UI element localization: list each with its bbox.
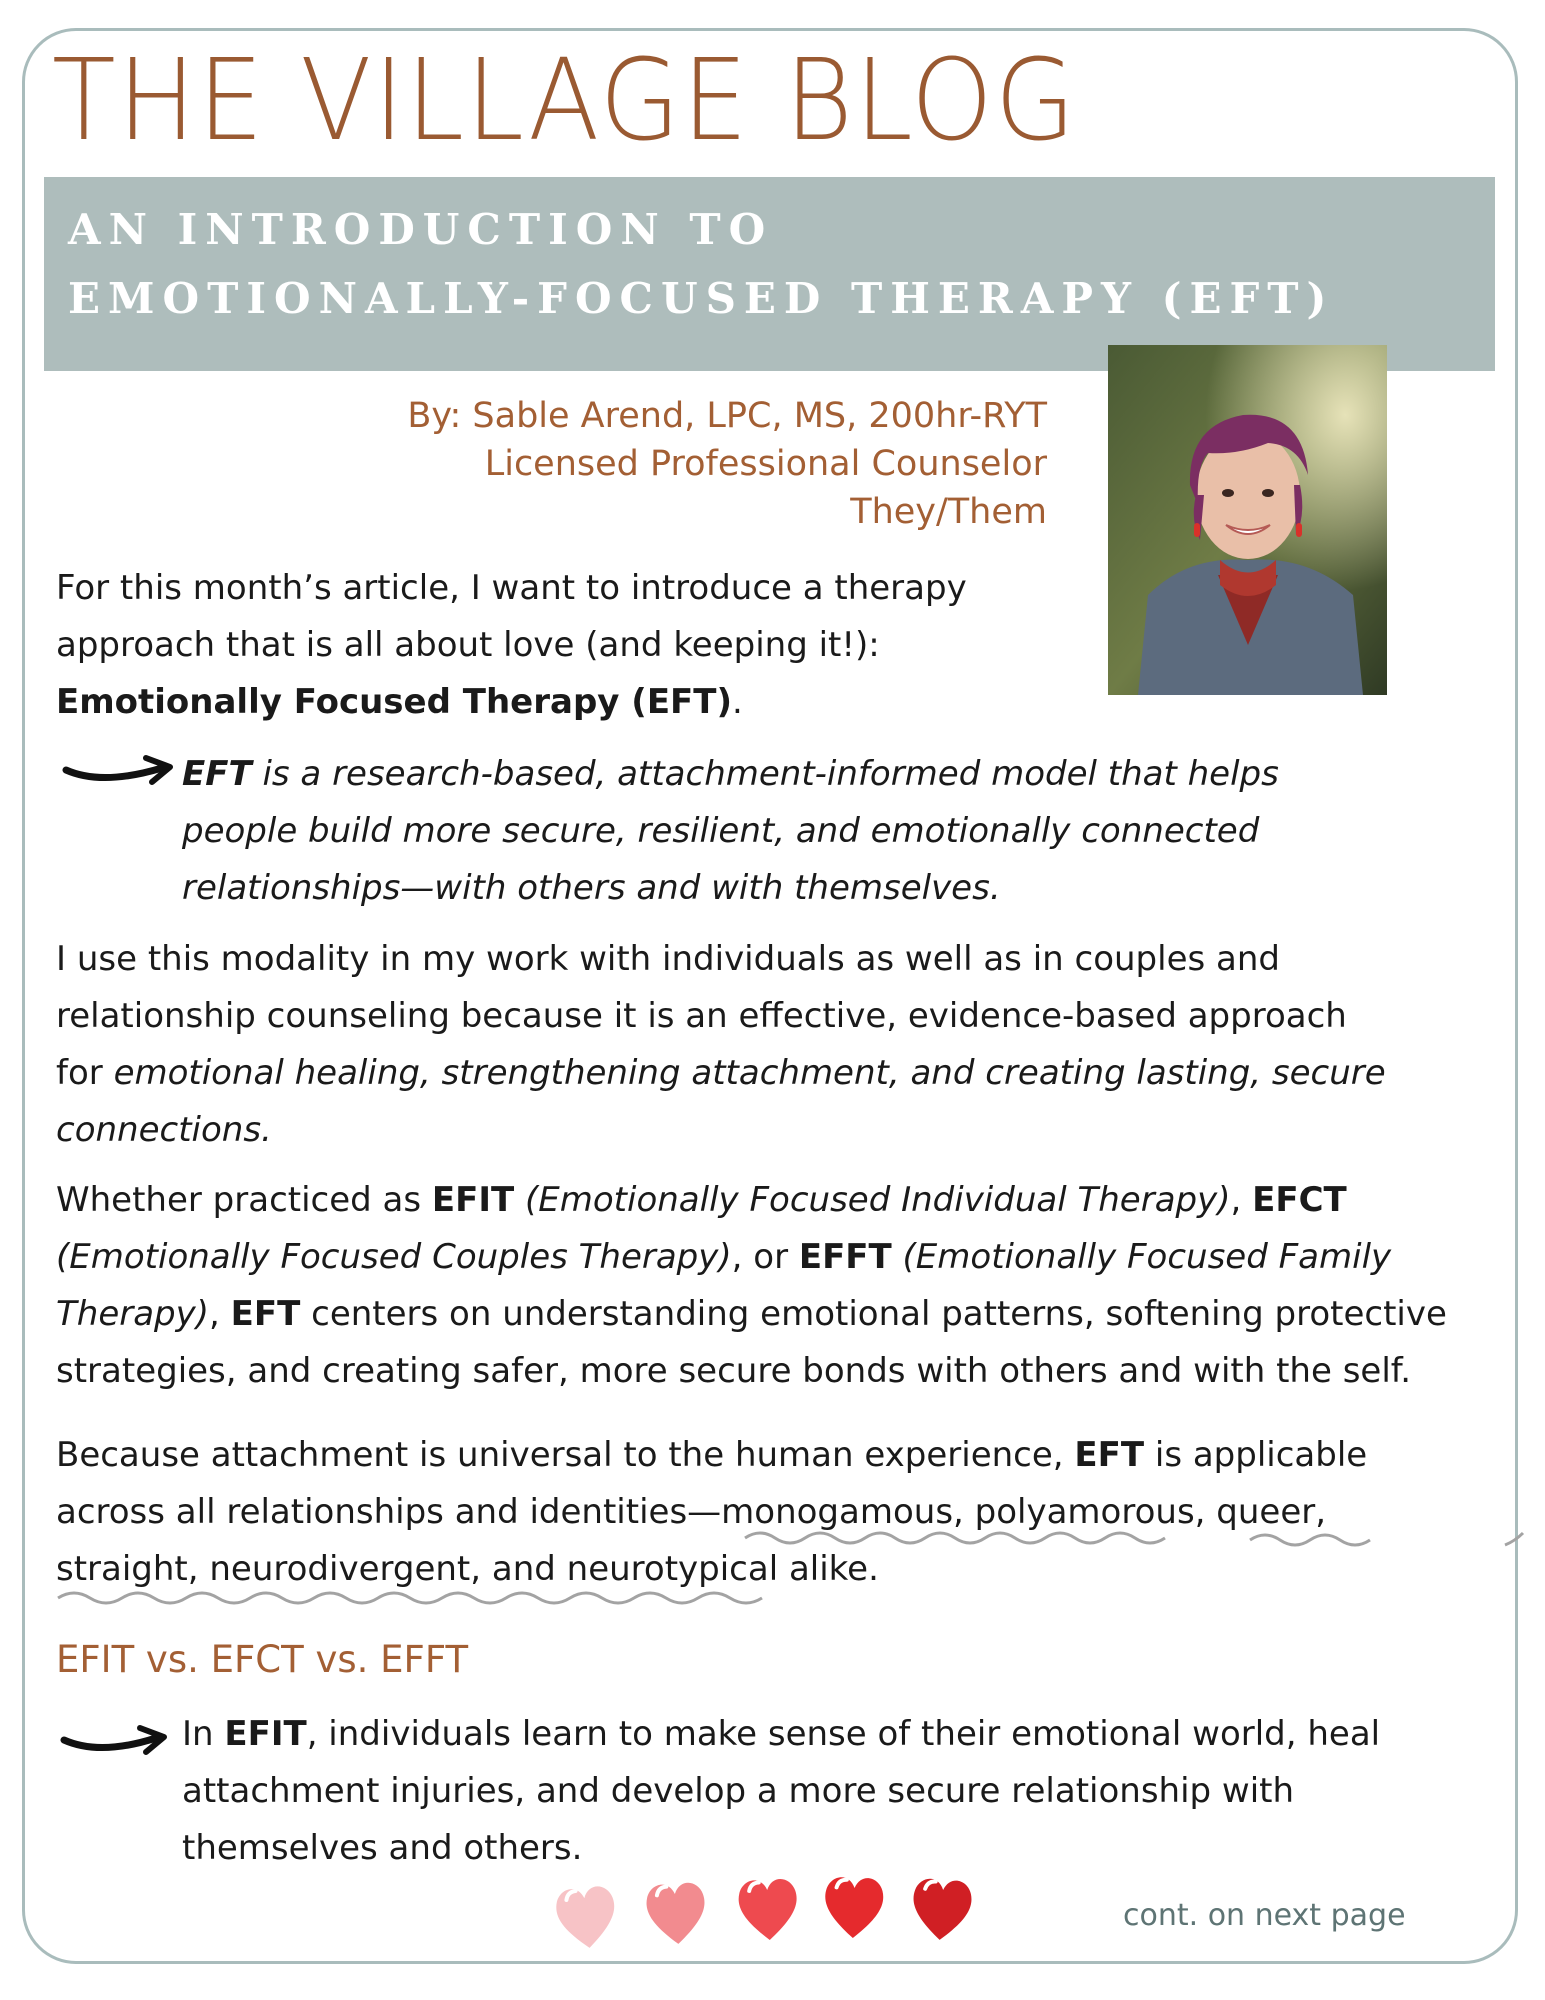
author-photo: [1108, 345, 1387, 695]
practice-line: [56, 1286, 1496, 1343]
definition-line: relationships—with others and with themselves.: [182, 868, 1001, 908]
text-span: ,: [209, 1294, 231, 1334]
intro-paragraph: [56, 560, 1056, 731]
eft-term: EFT: [182, 754, 252, 794]
hearts-decoration: [548, 1868, 988, 1958]
efit-line: [182, 1706, 1545, 1763]
text-span: ,: [1230, 1180, 1253, 1220]
article-title-line-2: EMOTIONALLY-FOCUSED THERAPY (EFT): [68, 274, 1335, 323]
efct-expansion: (Emotionally Focused Couples Therapy): [56, 1237, 732, 1277]
universal-line: [56, 1427, 1496, 1484]
intro-line: [56, 674, 1056, 731]
heart-icon: [554, 1885, 618, 1951]
heart-icon: [911, 1878, 973, 1942]
practice-line: [56, 1229, 1496, 1286]
heart-icon: [738, 1878, 799, 1941]
text-span: is applicable: [1144, 1435, 1368, 1475]
author-name: By: Sable Arend, LPC, MS, 200hr-RYT: [407, 396, 1047, 436]
universal-line: across all relationships and identities—monogamous, polyamorous, queer,: [56, 1492, 1327, 1532]
practice-paragraph: [56, 1172, 1496, 1400]
author-byline: [407, 392, 1047, 536]
author-pronouns: They/Them: [850, 492, 1047, 532]
heart-icon: [645, 1882, 707, 1946]
continued-note: cont. on next page: [1123, 1898, 1406, 1933]
efit-line: themselves and others.: [182, 1828, 583, 1868]
efit-term: EFIT: [224, 1714, 307, 1754]
practice-line: [56, 1172, 1496, 1229]
modality-italic: emotional healing, strengthening attachment, and creating lasting, secure: [113, 1053, 1386, 1093]
efit-paragraph: [182, 1706, 1545, 1877]
efit-term: EFIT: [431, 1180, 515, 1220]
intro-line-end: .: [732, 682, 743, 722]
modality-line: [56, 1045, 1496, 1102]
definition-line: [182, 746, 1545, 803]
efft-term: EFFT: [798, 1237, 892, 1277]
arrow-icon: [62, 752, 182, 796]
practice-line: strategies, and creating safer, more secure bonds with others and with the self.: [56, 1351, 1412, 1391]
text-span: , individuals learn to make sense of their emotional world, heal: [306, 1714, 1381, 1754]
intro-line: approach that is all about love (and keeping it!):: [56, 625, 880, 665]
efft-expansion: (Emotionally Focused Family: [891, 1237, 1392, 1277]
modality-line: relationship counseling because it is an effective, evidence-based approach: [56, 996, 1347, 1036]
heart-icon: [824, 1877, 884, 1939]
author-portrait-illustration: [1108, 345, 1387, 695]
eft-full-name: Emotionally Focused Therapy (EFT): [56, 682, 732, 722]
author-role: Licensed Professional Counselor: [484, 444, 1047, 484]
efct-term: EFCT: [1252, 1180, 1347, 1220]
arrow-icon: [60, 1722, 176, 1766]
modality-paragraph: [56, 931, 1496, 1159]
universal-paragraph: [56, 1427, 1496, 1598]
efit-line: attachment injuries, and develop a more secure relationship with: [182, 1771, 1295, 1811]
blog-title: THE VILLAGE BLOG: [52, 36, 1078, 166]
section-heading: EFIT vs. EFCT vs. EFFT: [56, 1638, 469, 1681]
text-span: centers on understanding emotional patterns, softening protective: [300, 1294, 1447, 1334]
text-span: , or: [731, 1237, 799, 1277]
intro-line: For this month’s article, I want to introduce a therapy: [56, 568, 967, 608]
modality-line-start: for: [56, 1053, 114, 1093]
modality-line: I use this modality in my work with individuals as well as in couples and: [56, 939, 1280, 979]
text-span: Whether practiced as: [56, 1180, 432, 1220]
text-span: In: [182, 1714, 225, 1754]
text-span: Because attachment is universal to the human experience,: [56, 1435, 1075, 1475]
article-title-line-1: AN INTRODUCTION TO: [68, 205, 774, 254]
efit-expansion: (Emotionally Focused Individual Therapy): [514, 1180, 1231, 1220]
eft-term: EFT: [230, 1294, 301, 1334]
definition-line: people build more secure, resilient, and emotionally connected: [182, 811, 1260, 851]
modality-line: connections.: [56, 1110, 272, 1150]
definition-rest: is a research-based, attachment-informed model that helps: [251, 754, 1279, 794]
universal-line: straight, neurodivergent, and neurotypical alike.: [56, 1549, 879, 1589]
eft-term: EFT: [1074, 1435, 1145, 1475]
efft-expansion-end: Therapy): [56, 1294, 210, 1334]
eft-definition: [182, 746, 1545, 917]
